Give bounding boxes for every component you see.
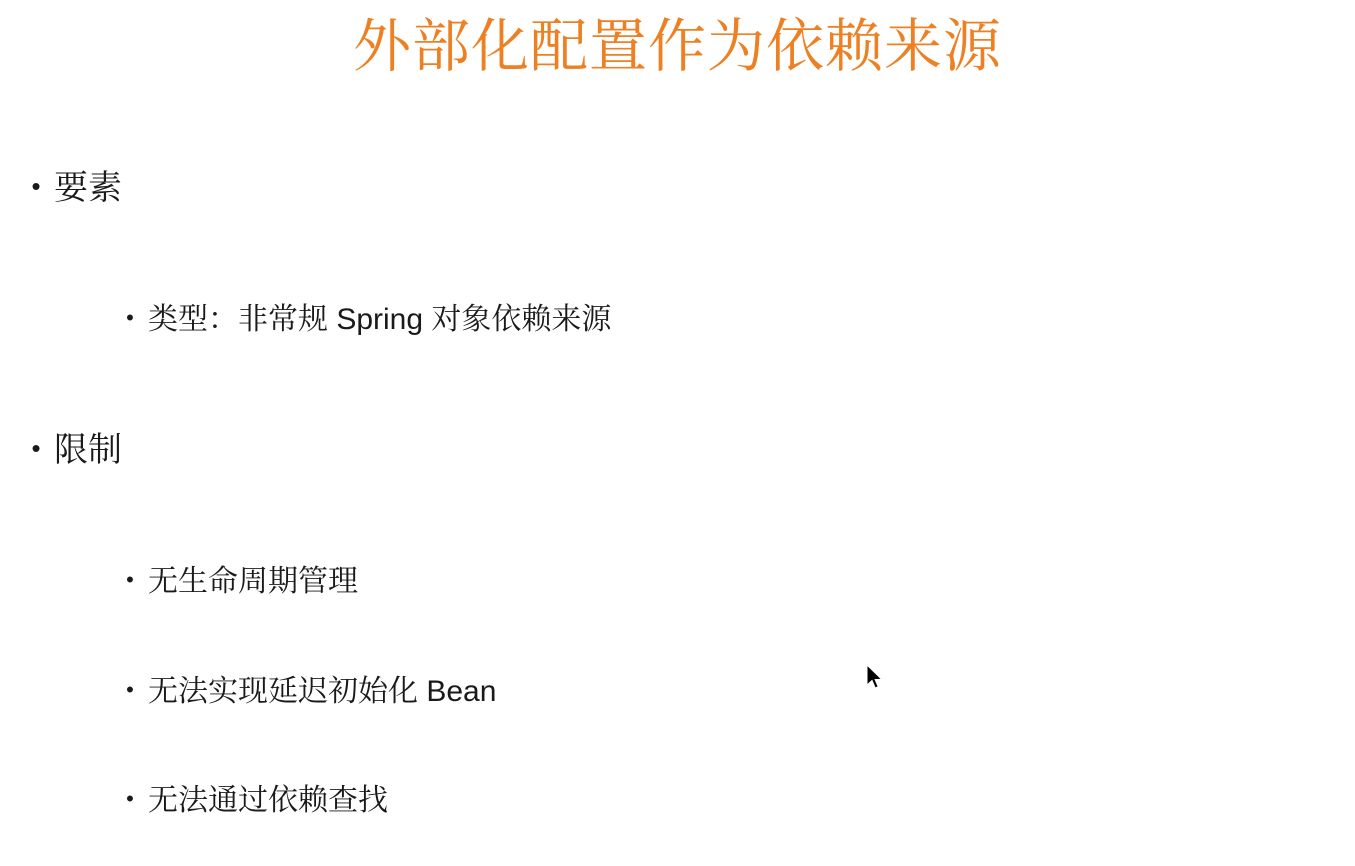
list-item-label: 无生命周期管理 (148, 565, 358, 599)
section-heading: 限制 (54, 431, 122, 470)
spacer (0, 471, 1355, 563)
bullet-icon: • (126, 786, 134, 812)
bullet-icon: • (126, 567, 134, 593)
list-item-label: 无法通过依赖查找 (148, 784, 388, 818)
spacer (0, 338, 1355, 430)
list-item-label: 类型：非常规 Spring 对象依赖来源 (148, 302, 612, 336)
page-title: 外部化配置作为依赖来源 (352, 14, 1002, 79)
list-item-level2 (0, 563, 1355, 601)
list-item-label: 无法实现延迟初始化 Bean (148, 674, 497, 708)
list-item-level2 (0, 782, 1355, 820)
spacer (0, 209, 1355, 301)
list-item-level1 (0, 168, 1355, 209)
bullet-icon: • (126, 676, 134, 702)
slide-content (0, 168, 1355, 820)
list-item-level2 (0, 673, 1355, 711)
bullet-icon: • (126, 304, 134, 330)
list-item-level1 (0, 430, 1355, 471)
bullet-icon: • (31, 433, 41, 464)
list-item-level2 (0, 301, 1355, 339)
spacer (0, 710, 1355, 782)
section-heading: 要素 (54, 169, 122, 207)
bullet-icon: • (31, 171, 41, 201)
spacer (0, 601, 1355, 673)
